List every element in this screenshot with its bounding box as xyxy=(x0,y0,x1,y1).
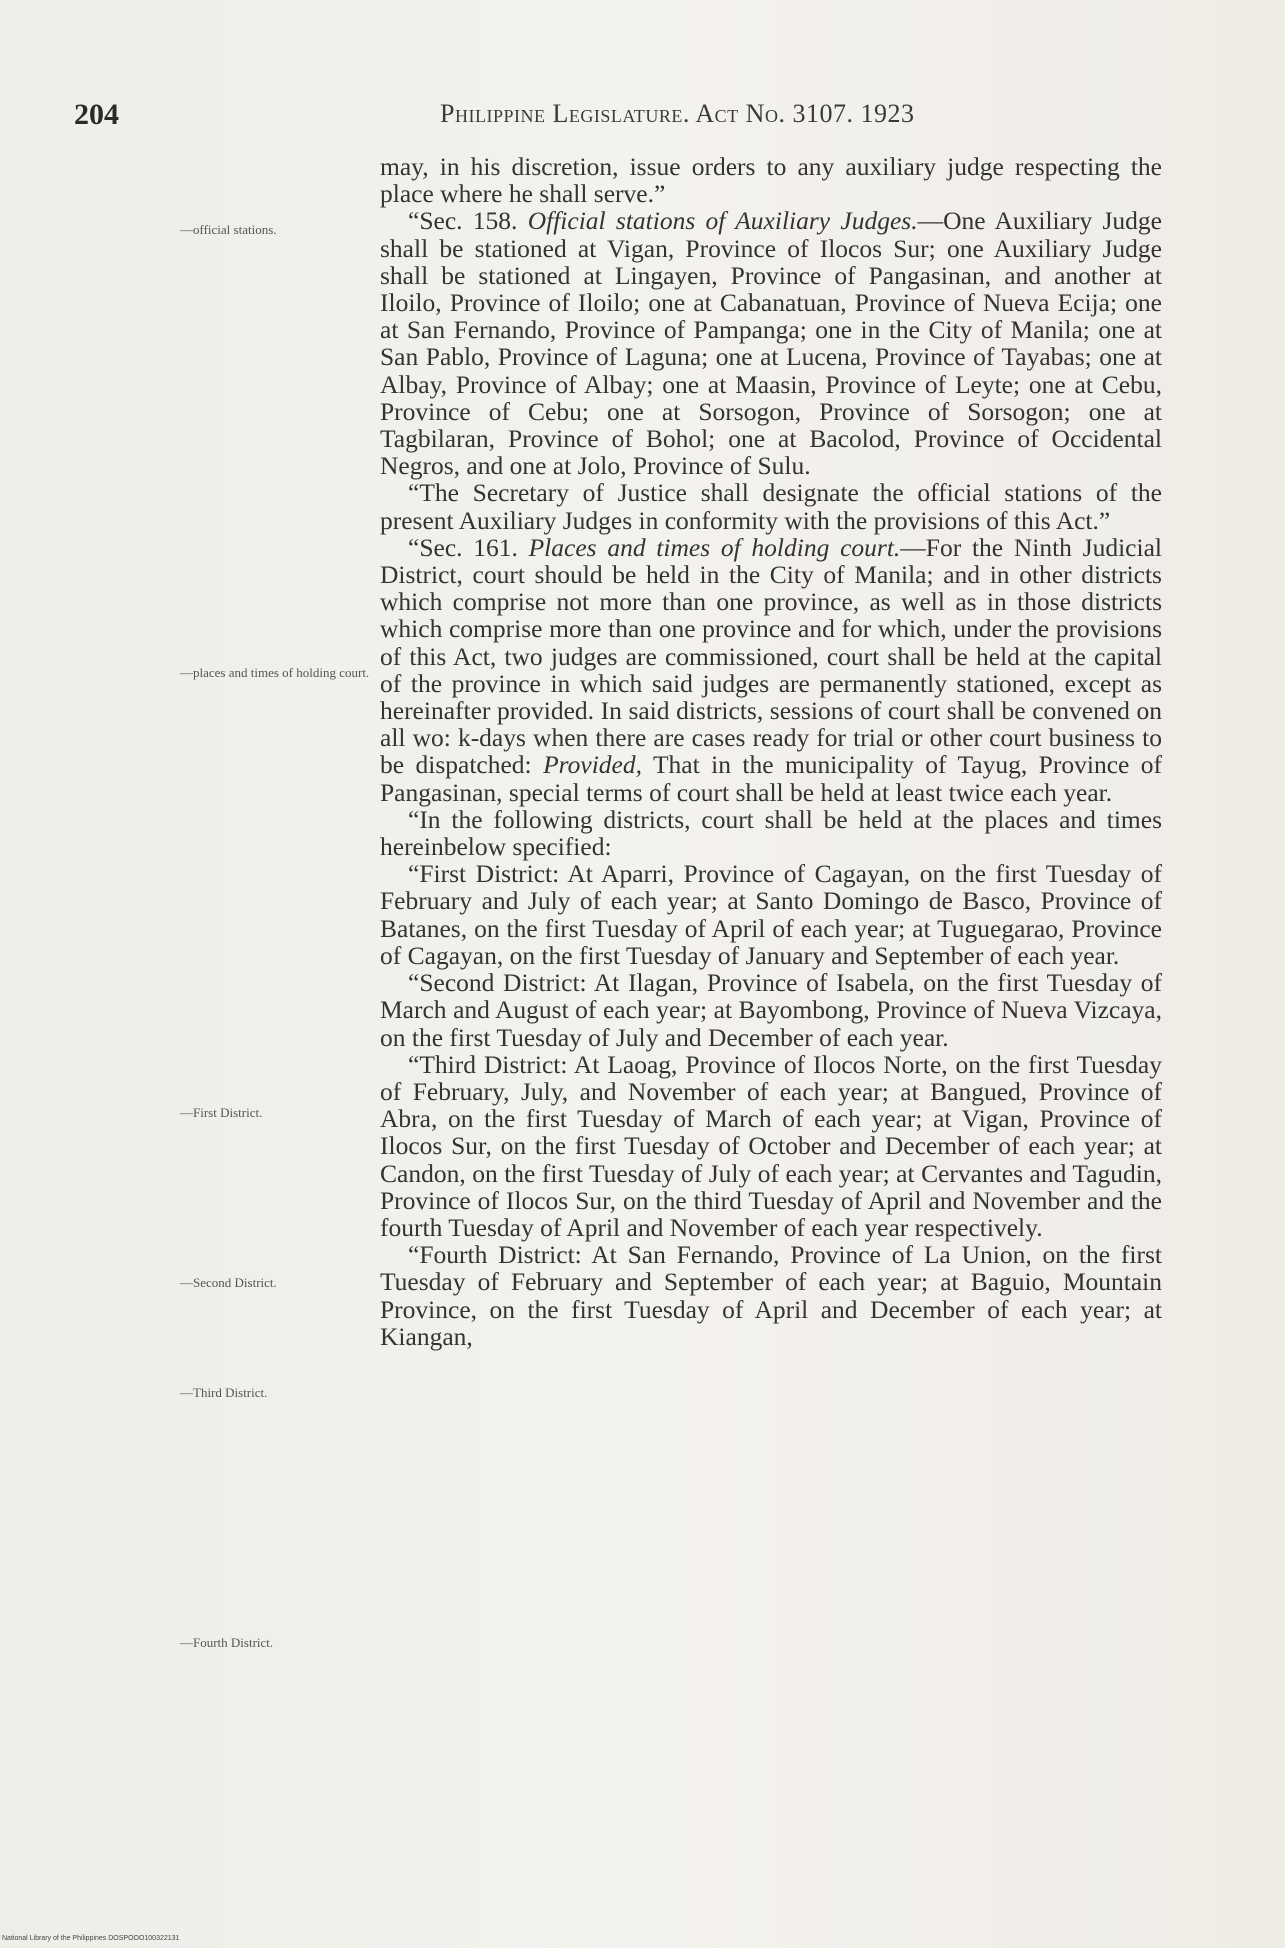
footer-credit: National Library of the Philippines DOSPOOO100322131 xyxy=(2,1935,180,1942)
section-text-tail: That in the municipality of Tayug, Province of Pangasinan, special terms of court shall be held at least twice each year. xyxy=(380,750,1163,807)
section-text: —For the Ninth Judicial District, court should be held in the City of Manila; and in other districts which comprise not more than one province, as well as in those districts which comprise more than one province and for which, under the provisions of this Act, two judges are commissioned, court shall be held at the capital of the province in which said judges are permanently stationed, except as hereinafter provided. In said districts, sessions of court shall be convened on all wo: k-days when there are cases ready for trial or other court business to be dispatched: xyxy=(380,532,1162,780)
section-number: “Sec. 161. xyxy=(408,532,529,562)
paragraph-sec-158 xyxy=(380,207,1162,479)
section-text: —One Auxiliary Judge shall be stationed at Vigan, Province of Ilocos Sur; one Auxiliary Judge shall be stationed at Lingayen, Province of Pangasinan, and another at Iloilo, Province of Iloilo; one at Cabanatuan, Province of Nueva Ecija; one at San Fernando, Province of Pampanga; one in the City of Manila; one at San Pablo, Province of Laguna; one at Lucena, Province of Tayabas; one at Albay, Province of Albay; one at Maasin, Province of Leyte; one at Cebu, Province of Cebu; one at Sorsogon, Province of Sorsogon; one at Tagbilaran, Province of Bohol; one at Bacolod, Province of Occidental Negros, and one at Jolo, Province of Sulu. xyxy=(380,206,1162,481)
margin-note-third-district: —Third District. xyxy=(180,1385,268,1400)
section-number: “Sec. 158. xyxy=(408,206,528,236)
running-head: Philippine Legislature. Act No. 3107. 1923 xyxy=(440,99,915,128)
paragraph-sec-161 xyxy=(380,534,1162,806)
section-heading: Places and times of holding court. xyxy=(528,532,901,562)
page-number: 204 xyxy=(74,98,119,131)
paragraph-continuation: may, in his discretion, issue orders to any auxiliary judge respecting the place where he shall serve.” xyxy=(380,152,1162,209)
paragraph-secretary: “The Secretary of Justice shall designate the official stations of the present Auxiliary Judges in conformity with the provisions of this Act.” xyxy=(380,478,1162,535)
paragraph-first-district: “First District: At Aparri, Province of Cagayan, on the first Tuesday of February and July of each year; at Santo Domingo de Basco, Province of Batanes, on the first Tuesday of April of each year; at Tuguegarao, Province of Cagayan, on the first Tuesday of January and September of each year. xyxy=(380,859,1162,970)
provided-term: Provided, xyxy=(543,750,642,780)
body-text xyxy=(380,153,1162,1350)
margin-note-official-stations: —official stations. xyxy=(180,222,277,237)
section-heading: Official stations of Auxiliary Judges. xyxy=(527,206,918,236)
margin-note-second-district: —Second District. xyxy=(180,1275,277,1290)
margin-note-first-district: —First District. xyxy=(180,1105,263,1120)
margin-note-fourth-district: —Fourth District. xyxy=(180,1635,274,1650)
paragraph-second-district: “Second District: At Ilagan, Province of Isabela, on the first Tuesday of March and August of each year; at Bayombong, Province of Nueva Vizcaya, on the first Tuesday of July and December of each year. xyxy=(380,968,1162,1052)
margin-note-places-and-times: —places and times of holding court. xyxy=(180,665,370,680)
paragraph-third-district: “Third District: At Laoag, Province of Ilocos Norte, on the first Tuesday of February, July, and November of each year; at Bangued, Province of Abra, on the first Tuesday of March of each year; at Vigan, Province of Ilocos Sur, on the first Tuesday of October and December of each year; at Candon, on the first Tuesday of July of each year; at Cervantes and Tagudin, Province of Ilocos Sur, on the third Tuesday of April and November and the fourth Tuesday of April and November of each year respectively. xyxy=(380,1049,1162,1242)
paragraph-following-districts: “In the following districts, court shall be held at the places and times hereinbelow specified: xyxy=(380,804,1162,862)
paragraph-fourth-district: “Fourth District: At San Fernando, Province of La Union, on the first Tuesday of February and September of each year; at Baguio, Mountain Province, on the first Tuesday of April and December of each year; at Kiangan, xyxy=(380,1240,1162,1351)
